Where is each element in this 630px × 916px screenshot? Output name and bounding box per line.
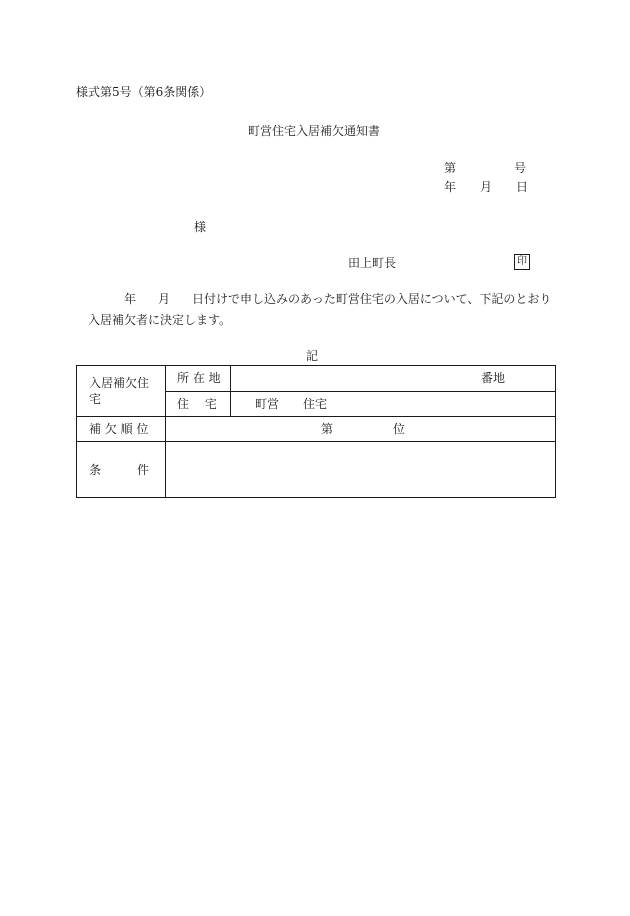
date-year-label: 年 [444,180,457,194]
date-month-label: 月 [480,180,493,194]
table-divider [165,391,555,392]
body-text-rest: 日付けで申し込みのあった町営住宅の入居について、下記のとおり [192,292,552,306]
rank-suffix: 位 [393,422,406,436]
rank-prefix: 第 [321,422,334,436]
table-divider [77,416,555,417]
house-prefix: 町営 [255,397,280,411]
section-label: 記 [306,349,319,363]
rank-label: 補 欠 順 位 [89,422,149,436]
body-text-line-2: 入居補欠者に決定します。 [88,313,232,327]
body-month-label: 月 [158,292,171,306]
table-divider [77,441,555,442]
date-day-label: 日 [516,180,529,194]
house-suffix: 住宅 [303,397,328,411]
housing-label-line-1: 入居補欠住 [89,376,150,390]
house-label: 住 宅 [177,397,217,411]
housing-label-line-2: 宅 [89,392,102,406]
document-number-suffix: 号 [514,161,527,175]
conditions-label: 条 件 [89,463,150,477]
seal-stamp: 印 [514,254,530,270]
body-year-label: 年 [124,292,137,306]
location-label: 所 在 地 [177,371,221,385]
document-title: 町営住宅入居補欠通知書 [248,124,381,138]
body-text-line-1 [124,292,551,306]
location-suffix: 番地 [481,371,506,385]
form-number: 様式第5号（第6条関係） [76,85,212,99]
table-divider [165,366,166,497]
document-number-label: 第 [444,161,457,175]
issuer-title: 田上町長 [348,256,397,270]
addressee-honorific: 様 [194,220,207,234]
details-table [76,365,556,498]
